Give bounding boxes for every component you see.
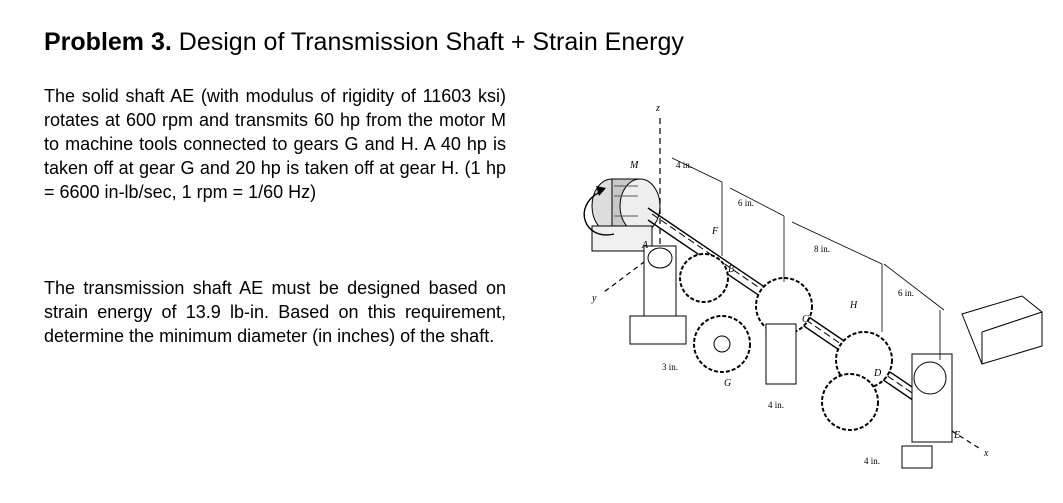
label-e: E [954, 430, 961, 441]
gear-g-hub [714, 336, 730, 352]
dim-3in: 3 in. [662, 362, 679, 372]
problem-requirement: The transmission shaft AE must be designed based on strain energy of 13.9 lb-in. Based on this requirement, determine the minimum diameter (in inches) of the shaft. [44, 278, 506, 346]
label-b: B [728, 264, 735, 275]
gear-f [680, 254, 728, 302]
shaft-diagram [552, 96, 1052, 496]
label-d: D [874, 368, 882, 379]
problem-number: Problem 3. [44, 28, 172, 56]
dim-4in-top: 4 in. [676, 160, 693, 170]
bearing-b [766, 324, 796, 384]
y-axis-label: y [592, 293, 597, 304]
label-h: H [850, 300, 858, 311]
dim-6in-a: 6 in. [738, 198, 755, 208]
label-c: C [802, 314, 809, 325]
bearing-a [630, 246, 686, 344]
bearing-e [902, 354, 952, 468]
dim-8in: 8 in. [814, 244, 831, 254]
problem-statement: The solid shaft AE (with modulus of rigidity of 11603 ksi) rotates at 600 rpm and transmits 60 hp from the motor M to machine tools connected to gears G and H. A 40 hp is taken off at gear G and 20 hp is taken off at gear H. (1 hp = 6600 in-lb/sec, 1 rpm = 1/60 Hz) [44, 86, 506, 202]
z-axis-label: z [656, 103, 660, 114]
dim-line-4 [884, 264, 944, 310]
label-m: M [630, 160, 639, 171]
gear-d [822, 374, 878, 430]
dim-6in-b: 6 in. [898, 288, 915, 298]
problem-title-text: Design of Transmission Shaft + Strain Energy [171, 28, 684, 56]
problem-title [44, 26, 684, 58]
label-a: A [642, 240, 649, 251]
label-f: F [712, 226, 719, 237]
dim-4in-mid: 4 in. [768, 400, 785, 410]
label-g: G [724, 378, 732, 389]
dim-4in-bottom: 4 in. [864, 456, 881, 466]
x-axis-label: x [984, 448, 989, 459]
dim-line-3 [792, 222, 882, 264]
machine-housing [962, 296, 1042, 364]
